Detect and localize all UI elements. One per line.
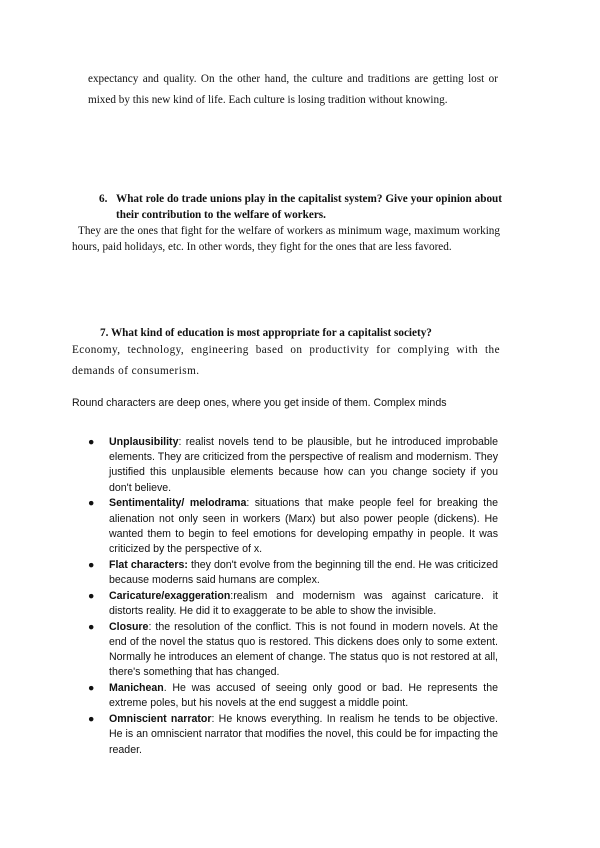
bullet-icon: ● [88, 589, 95, 602]
list-item-term: Manichean [109, 682, 164, 695]
question-6-text: What role do trade unions play in the capitalist system? Give your opinion about their contribution to the welfare of workers. [116, 193, 502, 221]
bullet-icon: ● [88, 497, 95, 510]
list-item-text: :realism and modernism was against caricature. it distorts reality. He did it to exaggerate to be able to show the invisible. [109, 589, 498, 618]
bullet-icon: ● [88, 436, 95, 448]
list-item-term: Flat characters: [109, 558, 188, 571]
list-item-term: Caricature/exaggeration [109, 589, 231, 602]
criticism-list [88, 435, 498, 758]
round-characters-note: Round characters are deep ones, where you get inside of them. Complex minds [72, 397, 447, 409]
list-item-text: : the resolution of the conflict. This is not found in modern novels. At the end of the novel the status quo is restored. This dickens does only to some extent. Normally he introduces an element of change. The status quo is not restored at all, there's something that has changed. [109, 620, 498, 679]
list-item-term: Closure [109, 620, 149, 633]
list-item [88, 558, 498, 588]
list-item [88, 712, 498, 758]
list-item [88, 620, 498, 681]
list-item-text: : situations that make people feel for breaking the alienation not only seen in workers (Marx) but also power people (dickens). He wanted them to begin to feel emotions for developing empathy in people. It was criticized by the perspective of x. [109, 497, 498, 556]
list-item-text: : realist novels tend to be plausible, but he introduced improbable elements. They are criticized from the perspective of realism and modernism. They justified this unplausible elements because how can you change society if you don't believe. [109, 436, 498, 494]
list-item [88, 589, 498, 619]
list-item-text: they don't evolve from the beginning till the end. He was criticized because moderns said humans are complex. [109, 558, 498, 587]
bullet-icon: ● [88, 620, 95, 633]
list-item-term: Omniscient narrator [109, 713, 212, 726]
answer-6 [72, 223, 500, 255]
question-6-number: 6. [99, 193, 108, 205]
list-item-text: . He was accused of seeing only good or bad. He represents the extreme poles, but his novels at the end suggest a middle point. [109, 682, 498, 710]
bullet-icon: ● [88, 682, 95, 695]
list-item [88, 681, 498, 711]
answer-6-text: They are the ones that fight for the welfare of workers as minimum wage, maximum working hours, paid holidays, etc. In other words, they fight for the ones that are less favored. [72, 225, 500, 253]
bullet-icon: ● [88, 558, 95, 571]
list-item-term: Unplausibility [109, 436, 179, 448]
list-item [88, 496, 498, 557]
list-item [88, 435, 498, 496]
intro-paragraph: expectancy and quality. On the other hand, the culture and traditions are getting lost or mixed by this new kind of life. Each culture is losing tradition without knowing. [88, 73, 498, 106]
list-item-text: : He knows everything. In realism he tends to be objective. He is an omniscient narrator that modifies the novel, this could be for impacting the reader. [109, 713, 498, 756]
bullet-icon: ● [88, 713, 95, 726]
question-6 [99, 191, 502, 223]
list-item-term: Sentimentality/ melodrama [109, 497, 247, 510]
answer-7: Economy, technology, engineering based on productivity for complying with the demands of consumerism. [72, 344, 500, 377]
question-7: 7. What kind of education is most appropriate for a capitalist society? [100, 327, 432, 339]
